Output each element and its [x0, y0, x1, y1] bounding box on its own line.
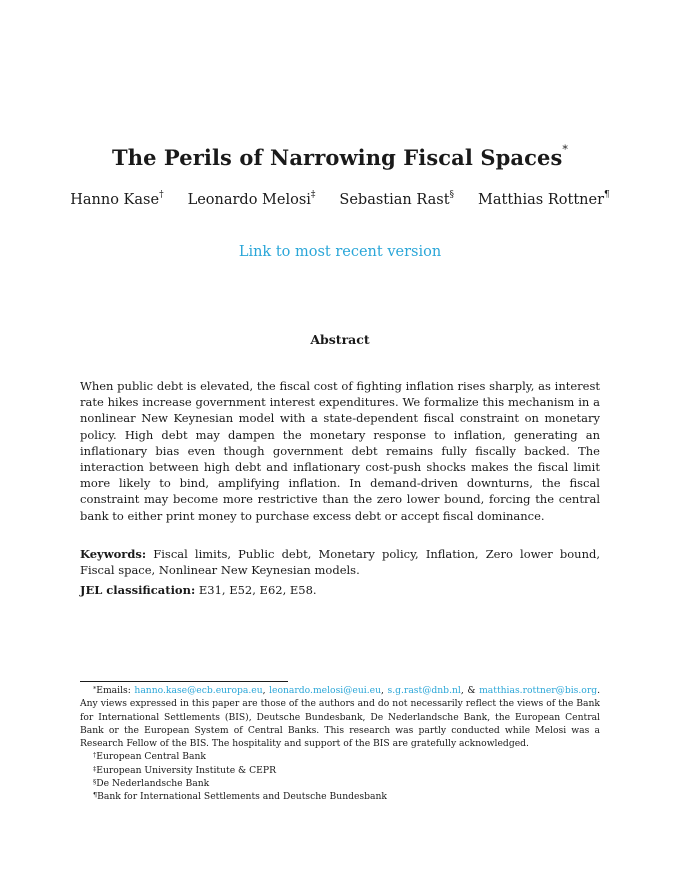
title-text: The Perils of Narrowing Fiscal Spaces — [111, 145, 563, 170]
paper-title — [0, 145, 680, 170]
affiliation-text: Bank for International Settlements and Deutsche Bundesbank — [97, 791, 387, 803]
author-name: Sebastian Rast — [339, 192, 450, 208]
jel-codes: E31, E52, E62, E58. — [198, 583, 317, 597]
author-mark: ¶ — [604, 190, 610, 200]
separator: , & — [460, 685, 476, 696]
abstract-heading: Abstract — [310, 332, 370, 347]
author — [339, 192, 454, 208]
footnotes — [80, 684, 600, 804]
author-mark: ‡ — [310, 190, 316, 200]
footnote-affiliation — [80, 790, 600, 803]
affiliation-text: De Nederlandsche Bank — [96, 778, 210, 790]
email-link[interactable]: leonardo.melosi@eui.eu — [269, 685, 381, 696]
footnote-mark: § — [93, 778, 97, 787]
jel-classification — [80, 582, 600, 598]
footnote-mark: ‡ — [93, 764, 97, 773]
recent-version-link[interactable]: Link to most recent version — [238, 244, 442, 260]
footnote-mark: † — [93, 751, 97, 760]
separator: , — [381, 685, 384, 696]
author-mark: † — [159, 190, 164, 200]
affiliation-text: European Central Bank — [96, 751, 206, 763]
footnote-mark: ¶ — [93, 791, 98, 800]
keywords-text: Fiscal limits, Public debt, Monetary policy, Inflation, Zero lower bound, Fiscal space, Nonlinear New Keynesian models. — [80, 547, 601, 578]
author-mark: § — [449, 190, 455, 200]
disclaimer-text: Any views expressed in this paper are those of the authors and do not necessarily reflect the views of the Bank for International Settlements (BIS), Deutsche Bundesbank, De Nederlandsche Bank, the European Central Bank or the European System of Central Banks. This research was partly conducted while Melosi was a Research Fellow of the BIS. The hospitality and support of the BIS are gratefully acknowledged. — [80, 698, 600, 750]
emails-label: Emails: — [96, 685, 131, 696]
jel-label: JEL classification: — [80, 583, 196, 597]
title-footnote-mark: * — [562, 143, 569, 156]
footnote-affiliation — [80, 750, 600, 763]
footnote-mark: * — [93, 685, 97, 693]
author-name: Hanno Kase — [70, 192, 160, 208]
author-name: Matthias Rottner — [478, 192, 604, 208]
author — [188, 192, 316, 208]
footnote-affiliation — [80, 764, 600, 777]
separator: . — [597, 685, 601, 696]
footnote-divider — [80, 681, 288, 682]
author-list — [0, 192, 680, 208]
author — [478, 192, 610, 208]
keywords-label: Keywords: — [80, 547, 147, 561]
separator: , — [262, 685, 266, 696]
email-link[interactable]: hanno.kase@ecb.europa.eu — [134, 685, 263, 696]
affiliation-text: European University Institute & CEPR — [96, 764, 276, 776]
email-link[interactable]: matthias.rottner@bis.org — [479, 685, 598, 696]
author — [70, 192, 163, 208]
footnote-affiliation — [80, 777, 600, 790]
author-name: Leonardo Melosi — [187, 192, 311, 208]
footnote-main — [80, 684, 600, 750]
abstract-text: When public debt is elevated, the fiscal cost of fighting inflation rises sharply, as interest rate hikes increase government interest expenditures. We formalize this mechanism in a nonlinear New Keynesian model with a state-dependent fiscal constraint on monetary policy. High debt may dampen the monetary response to inflation, generating an inflationary bias even though government debt remains fully fiscally backed. The interaction between high debt and inflationary cost-push shocks makes the fiscal limit more likely to bind, amplifying inflation. In demand-driven downturns, the fiscal constraint may become more restrictive than the zero lower bound, forcing the central bank to either print money to purchase excess debt or accept fiscal dominance. — [80, 379, 600, 523]
keywords — [80, 546, 600, 578]
email-link[interactable]: s.g.rast@dnb.nl — [387, 685, 461, 696]
